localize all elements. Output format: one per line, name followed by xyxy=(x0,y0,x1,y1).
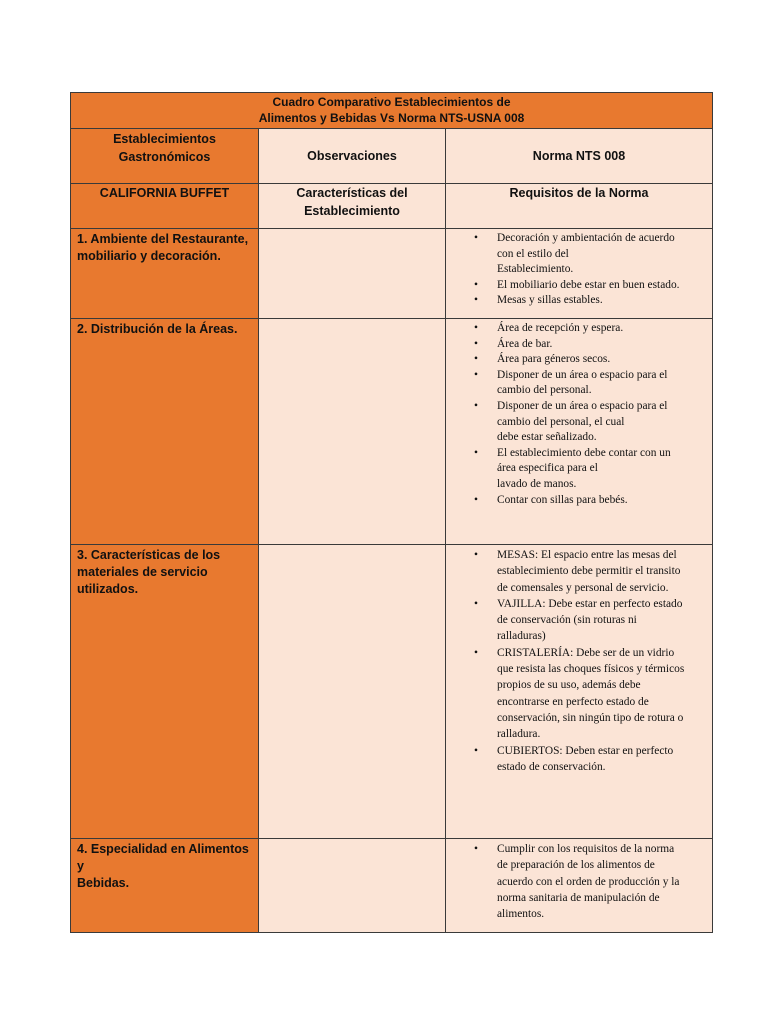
list-item xyxy=(446,547,704,596)
list-item xyxy=(446,278,704,294)
table-row xyxy=(71,545,713,839)
list-item-line: Establecimiento. xyxy=(497,263,574,276)
list-item-line: • El establecimiento debe contar con un xyxy=(497,446,671,459)
list-item-line: ralladura. xyxy=(497,728,541,741)
row-label-line: 3. Características de los xyxy=(77,548,221,562)
table-title xyxy=(71,93,713,129)
list-item xyxy=(446,399,704,446)
list-item-line: que resista las choques físicos y térmicos xyxy=(497,663,685,676)
subheader-characteristics-line-1: Características del xyxy=(296,186,408,200)
row-label-line: 4. Especialidad en Alimentos y xyxy=(77,842,249,873)
list-item-line: • Área de recepción y espera. xyxy=(497,322,624,334)
list-item-line: cambio del personal. xyxy=(497,384,592,397)
list-item-line: con el estilo del xyxy=(497,247,569,260)
list-item xyxy=(446,231,704,278)
list-item xyxy=(446,321,704,337)
list-item xyxy=(446,352,704,368)
requirements-list xyxy=(446,839,712,922)
list-item-line: • MESAS: El espacio entre las mesas del xyxy=(497,549,677,561)
list-item-line: • Área de bar. xyxy=(497,337,553,350)
list-item-line: encontrarse en perfecto estado de xyxy=(497,695,649,708)
list-item xyxy=(446,446,704,493)
subheader-characteristics-line-2: Establecimiento xyxy=(304,204,400,218)
requirements-list xyxy=(446,545,712,775)
list-item-line: de comensales y personal de servicio. xyxy=(497,581,669,594)
list-item xyxy=(446,368,704,399)
list-item xyxy=(446,293,704,309)
row-label xyxy=(71,839,259,933)
table-row xyxy=(71,229,713,319)
header-establishments xyxy=(71,129,259,184)
row-label xyxy=(71,229,259,319)
subheader-characteristics xyxy=(259,184,446,229)
header-observations xyxy=(259,129,446,184)
requirements-cell xyxy=(446,229,713,319)
list-item-line: • Decoración y ambientación de acuerdo xyxy=(497,232,675,244)
subheader-establishment-name xyxy=(71,184,259,229)
list-item-line: conservación, sin ningún tipo de rotura o xyxy=(497,711,684,724)
comparison-table xyxy=(70,92,713,933)
list-item-line: área especifica para el xyxy=(497,462,598,475)
requirements-list xyxy=(446,229,712,309)
list-item-line: • Disponer de un área o espacio para el xyxy=(497,399,668,412)
row-label-line: utilizados. xyxy=(77,582,139,596)
observations-cell xyxy=(259,839,446,933)
list-item-line: • CRISTALERÍA: Debe ser de un vidrio xyxy=(497,646,675,659)
requirements-cell xyxy=(446,545,713,839)
list-item-line: • Cumplir con los requisitos de la norma xyxy=(497,843,675,855)
list-item xyxy=(446,743,704,776)
list-item-line: • El mobiliario debe estar en buen estado. xyxy=(497,278,680,291)
header-establishments-line-2: Gastronómicos xyxy=(118,150,211,164)
list-item xyxy=(446,596,704,645)
header-norm xyxy=(446,129,713,184)
requirements-cell xyxy=(446,319,713,545)
list-item-line: • Área para géneros secos. xyxy=(497,353,611,366)
header-establishments-line-1: Establecimientos xyxy=(113,132,216,146)
list-item-line: propios de su uso, además debe xyxy=(497,679,641,692)
requirements-cell xyxy=(446,839,713,933)
observations-cell xyxy=(259,545,446,839)
list-item-line: • Disponer de un área o espacio para el xyxy=(497,368,668,381)
list-item-line: alimentos. xyxy=(497,908,545,921)
list-item-line: establecimiento debe permitir el transito xyxy=(497,565,681,578)
table-row xyxy=(71,839,713,933)
row-label-line: mobiliario y decoración. xyxy=(77,249,221,263)
list-item-line: estado de conservación. xyxy=(497,760,606,773)
list-item-line: cambio del personal, el cual xyxy=(497,415,625,428)
list-item-line: lavado de manos. xyxy=(497,477,577,490)
subheader-establishment-name-text: CALIFORNIA BUFFET xyxy=(99,186,230,200)
subheader-requirements-text: Requisitos de la Norma xyxy=(509,186,649,200)
observations-cell xyxy=(259,229,446,319)
list-item-line: • VAJILLA: Debe estar en perfecto estado xyxy=(497,597,683,610)
list-item-line: de conservación (sin roturas ni xyxy=(497,614,637,627)
list-item-line: debe estar señalizado. xyxy=(497,431,597,444)
list-item-line: norma sanitaria de manipulación de xyxy=(497,891,660,904)
list-item-line: • CUBIERTOS: Deben estar en perfecto xyxy=(497,744,674,757)
list-item xyxy=(446,493,704,509)
subheader-requirements xyxy=(446,184,713,229)
header-observations-label: Observaciones xyxy=(307,149,397,163)
list-item-line: de preparación de los alimentos de xyxy=(497,859,655,872)
list-item-line: • Mesas y sillas estables. xyxy=(497,294,603,307)
table-row xyxy=(71,319,713,545)
row-label-line: 2. Distribución de la Áreas. xyxy=(77,322,238,336)
list-item-line: acuerdo con el orden de producción y la xyxy=(497,875,680,888)
row-label xyxy=(71,319,259,545)
row-label-line: materiales de servicio xyxy=(77,565,208,579)
row-label xyxy=(71,545,259,839)
list-item xyxy=(446,337,704,353)
list-item-line: • Contar con sillas para bebés. xyxy=(497,493,628,506)
requirements-list xyxy=(446,319,712,508)
title-line-1: Cuadro Comparativo Establecimientos de xyxy=(272,95,511,109)
list-item-line: ralladuras) xyxy=(497,630,546,643)
title-line-2: Alimentos y Bebidas Vs Norma NTS-USNA 008 xyxy=(258,111,525,125)
list-item xyxy=(446,645,704,743)
row-label-line: Bebidas. xyxy=(77,876,130,890)
observations-cell xyxy=(259,319,446,545)
row-label-line: 1. Ambiente del Restaurante, xyxy=(77,232,249,246)
header-norm-label: Norma NTS 008 xyxy=(532,149,626,163)
list-item xyxy=(446,841,704,922)
